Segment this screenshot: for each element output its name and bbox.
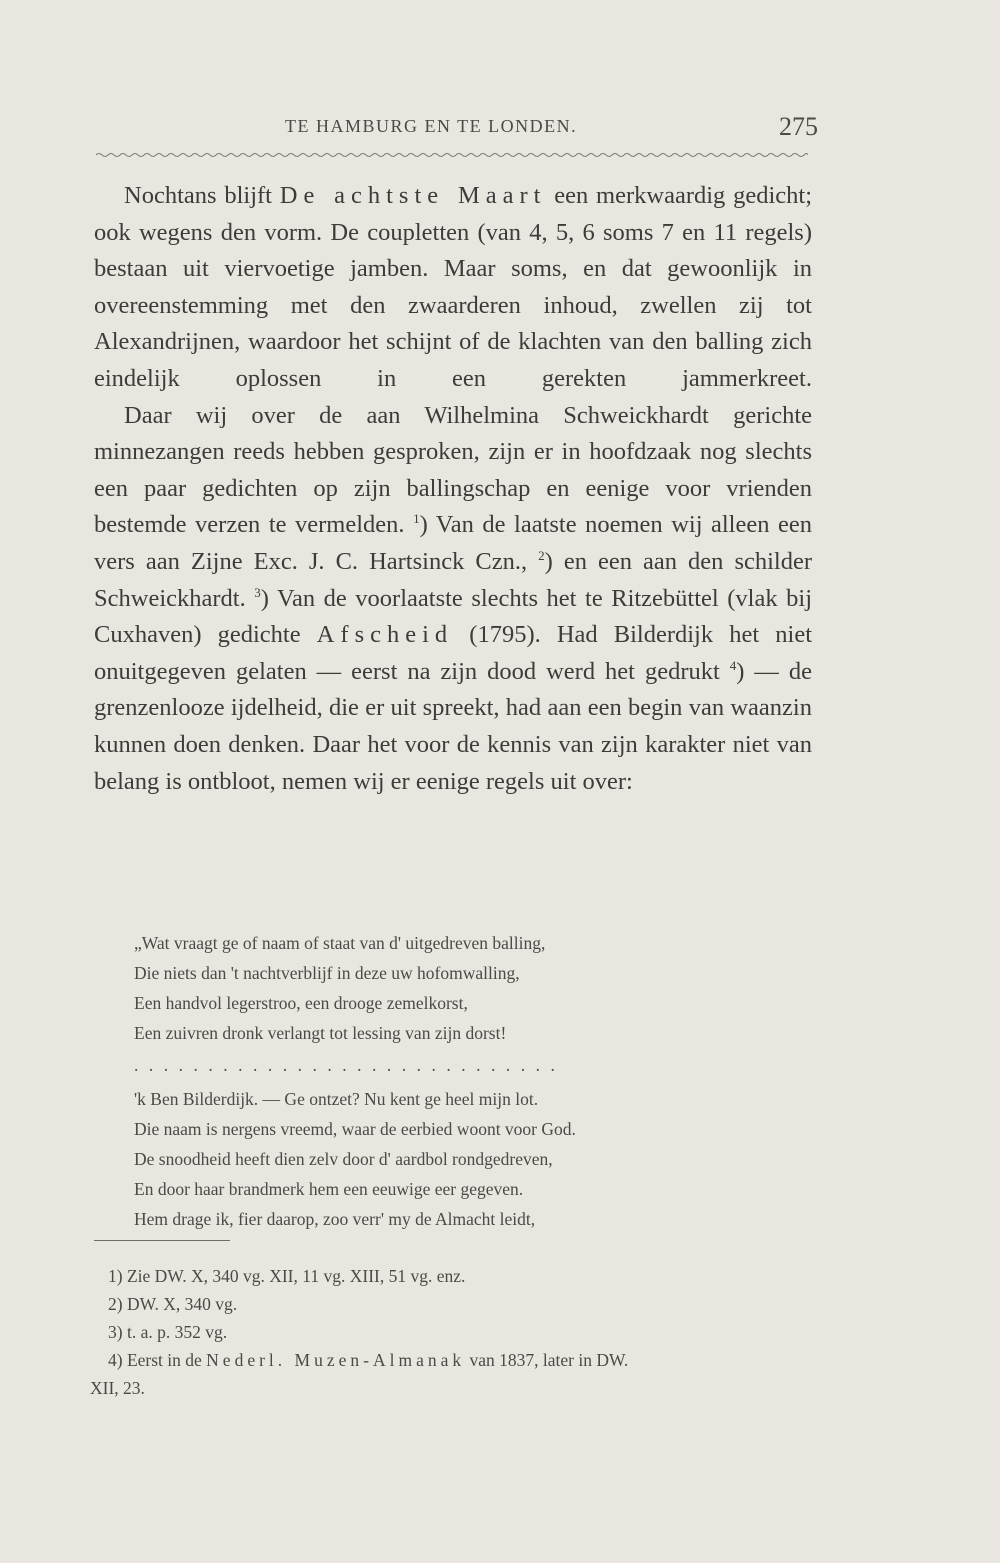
p2-text-f: ) — de grenzenlooze ijdelheid, die er uit spreekt, had aan een begin van waanzin kunnen doen denken. Daar het voor de kennis van zijn karakter niet van belang is ontbloot, nemen wij er eenige regels uit over:: [94, 657, 812, 795]
header-wavy-rule: [96, 150, 808, 160]
verse-line: Een handvol legerstroo, een drooge zemelkorst,: [134, 993, 468, 1013]
footnote-4-text-b: van 1837, later in DW.: [465, 1350, 629, 1370]
footnote-4-title: Nederl. Muzen-Almanak: [206, 1350, 466, 1370]
verse-line: Hem drage ik, fier daarop, zoo verr' my de Almacht leidt,: [134, 1209, 536, 1229]
verse-line: En door haar brandmerk hem een eeuwige eer gegeven.: [134, 1179, 524, 1199]
running-head: TE HAMBURG EN TE LONDEN.: [285, 116, 578, 136]
verse-line: Die niets dan 't nachtverblijf in deze uw hofomwalling,: [134, 963, 520, 983]
p2-text-b: ) Van de laatste noemen wij alleen een vers aan Zijne Exc. J. C. Hartsinck Czn.,: [94, 511, 812, 575]
footnote-ref-1: 1: [413, 511, 420, 527]
page-header: [90, 112, 820, 148]
footnote-ref-3: 3: [254, 584, 261, 600]
p2-text-e: (1795). Had Bilderdijk het niet onuitgegeven gelaten — eerst na zijn dood werd het gedrukt: [94, 621, 812, 685]
p2-text-c: ) en een aan den schilder Schweickhardt.: [94, 547, 813, 612]
verse-ellipsis: .............................: [134, 1055, 566, 1075]
footnote-4-text-a: 4) Eerst in de: [108, 1350, 207, 1370]
footnote-2: 2) DW. X, 340 vg.: [108, 1294, 238, 1314]
verse-quotation: [134, 928, 754, 1234]
footnote-3: 3) t. a. p. 352 vg.: [108, 1322, 228, 1342]
footnote-1: 1) Zie DW. X, 340 vg. XII, 11 vg. XIII, 51 vg. enz.: [108, 1266, 466, 1286]
footnote-4: [90, 1346, 820, 1374]
paragraph-2: [94, 398, 812, 801]
body-text: [94, 178, 812, 800]
paragraph-1: [94, 178, 812, 398]
verse-line: Een zuivren dronk verlangt tot lessing van zijn dorst!: [134, 1023, 507, 1043]
p1-text-a: Nochtans blijft: [124, 182, 280, 209]
p1-text-b: een merkwaardig gedicht; ook wegens den vorm. De coupletten (van 4, 5, 6 soms 7 en 11 regels) bestaan uit viervoetige jamben. Maar soms, en dat gewoonlijk in overeenstemming met den zwaarderen inhoud, zwellen zij tot Alexandrijnen, waardoor het schijnt of de klachten van den balling zich eindelijk oplossen in een gerekten jammerkreet.: [94, 182, 813, 392]
footnote-4-continued: XII, 23.: [90, 1378, 145, 1398]
footnote-ref-4: 4: [729, 657, 737, 673]
p2-text-d: ) Van de voorlaatste slechts het te Ritzebüttel (vlak bij Cuxhaven) gedichte: [94, 584, 812, 649]
verse-line: 'k Ben Bilderdijk. — Ge ontzet? Nu kent ge heel mijn lot.: [134, 1089, 539, 1109]
verse-line: De snoodheid heeft dien zelv door d' aardbol rondgedreven,: [134, 1149, 553, 1169]
verse-line: „Wat vraagt ge of naam of staat van d' uitgedreven balling,: [134, 933, 546, 953]
p1-poem-title: De achtste Maart: [279, 182, 547, 209]
verse-line: Die naam is nergens vreemd, waar de eerbied woont voor God.: [134, 1119, 576, 1139]
footnotes: [90, 1262, 820, 1402]
footnote-divider: [94, 1240, 230, 1241]
page-number: 275: [779, 112, 818, 141]
p2-text-a: Daar wij over de aan Wilhelmina Schweickhardt gerichte minnezangen reeds hebben gesproken, zijn er in hoofdzaak nog slechts een paar gedichten op zijn ballingschap en eenige voor vrienden bestemde verzen te vermelden.: [94, 401, 812, 539]
p2-poem-title: Afscheid: [316, 621, 454, 649]
footnote-ref-2: 2: [538, 547, 545, 563]
